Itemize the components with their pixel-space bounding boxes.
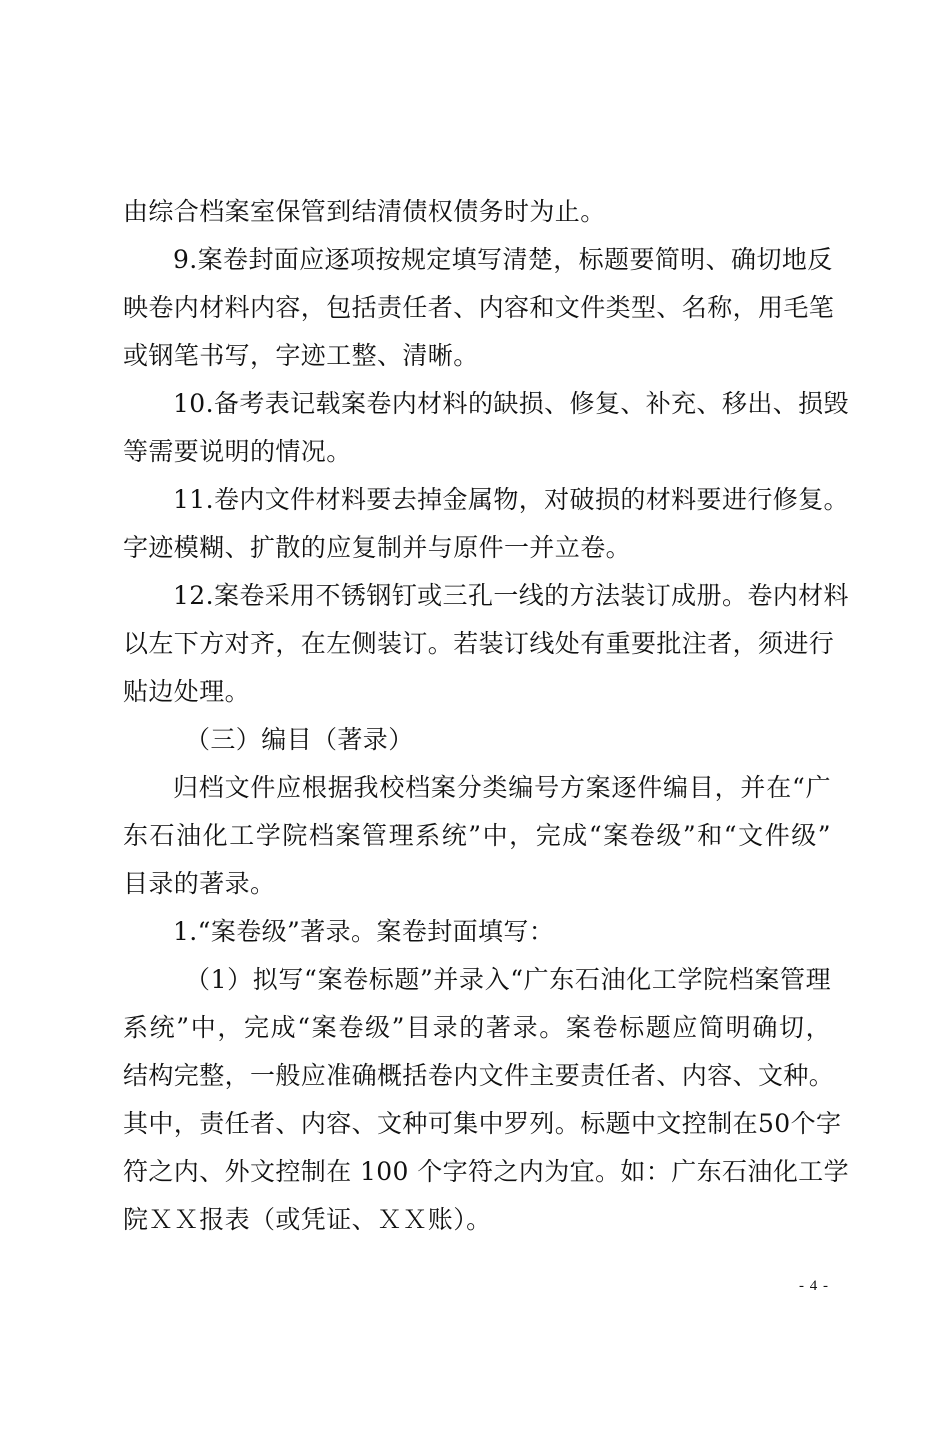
text-line: 贴边处理。 [123, 677, 251, 706]
page-number: - 4 - [799, 1278, 829, 1294]
text-line: 其中，责任者、内容、文种可集中罗列。标题中文控制在50个字 [123, 1109, 842, 1138]
document-body [123, 188, 850, 1244]
text-line: 符之内、外文控制在 100 个字符之内为宜。如：广东石油化工学 [123, 1157, 850, 1186]
text-line: 结构完整，一般应准确概括卷内文件主要责任者、内容、文种。 [123, 1061, 835, 1090]
text-line: 归档文件应根据我校档案分类编号方案逐件编目，并在“广 [173, 773, 831, 802]
text-line: 字迹模糊、扩散的应复制并与原件一并立卷。 [123, 533, 632, 562]
text-line: 或钢笔书写，字迹工整、清晰。 [123, 341, 479, 370]
section-heading: （三）编目（著录） [185, 725, 414, 754]
text-line: 9.案卷封面应逐项按规定填写清楚，标题要简明、确切地反 [173, 245, 833, 274]
text-line: 目录的著录。 [123, 869, 276, 898]
text-line: 东石油化工学院档案管理系统”中，完成“案卷级”和“文件级” [123, 821, 831, 850]
text-line: 院ＸＸ报表（或凭证、ＸＸ账）。 [123, 1205, 492, 1234]
text-line: 11.卷内文件材料要去掉金属物，对破损的材料要进行修复。 [173, 485, 849, 514]
text-line: 1.“案卷级”著录。案卷封面填写： [173, 917, 555, 946]
text-line: 以左下方对齐，在左侧装订。若装订线处有重要批注者，须进行 [123, 629, 835, 658]
text-line: 10.备考表记载案卷内材料的缺损、修复、补充、移出、损毁 [173, 389, 849, 418]
text-line: 由综合档案室保管到结清债权债务时为止。 [123, 197, 606, 226]
text-line: 12.案卷采用不锈钢钉或三孔一线的方法装订成册。卷内材料 [173, 581, 849, 610]
text-line: 系统”中，完成“案卷级”目录的著录。案卷标题应简明确切， [123, 1013, 831, 1042]
text-line: （1）拟写“案卷标题”并录入“广东石油化工学院档案管理 [185, 965, 831, 994]
text-line: 映卷内材料内容，包括责任者、内容和文件类型、名称，用毛笔 [123, 293, 835, 322]
text-line: 等需要说明的情况。 [123, 437, 352, 466]
